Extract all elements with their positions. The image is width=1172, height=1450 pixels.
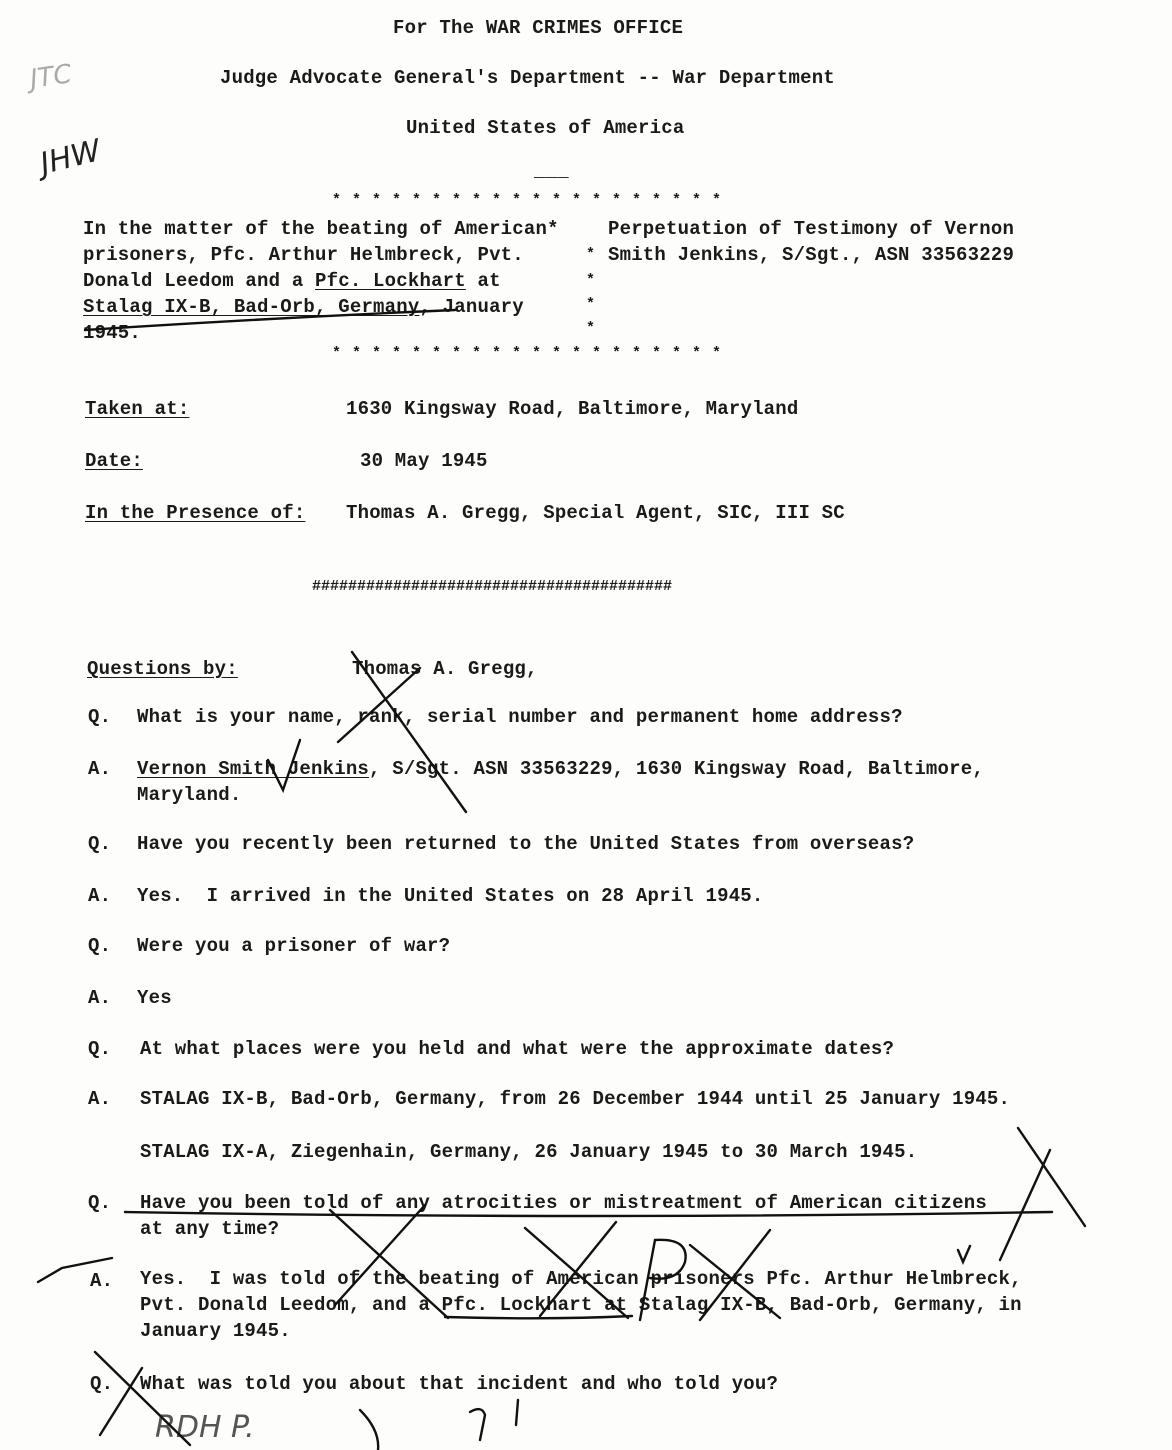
hash-separator: ######################################## [312,578,673,595]
q-tag: Q. [88,833,112,855]
answer-text: Pvt. Donald Leedom, and a Pfc. Lockhart at Stalag IX-B, Bad-Orb, Germany, in [140,1294,1022,1316]
a-tag: A. [88,987,112,1009]
underline-mark [445,1316,632,1318]
cross-mark [335,1205,425,1305]
q-tag: Q. [88,1192,112,1214]
answer-text: Yes. I arrived in the United States on 28 April 1945. [137,885,764,907]
answer-text: January 1945. [140,1320,291,1342]
a-tag: A. [90,1270,114,1292]
answer-name: Vernon Smith Jenkins [137,758,370,780]
perpetuation-line-2: Smith Jenkins, S/Sgt., ASN 33563229 [608,244,1015,266]
q-tag: Q. [90,1373,114,1395]
header-rule: ___ [534,160,569,182]
a-tag: A. [88,758,112,780]
divider-star: * [586,296,596,313]
answer-text: STALAG IX-B, Bad-Orb, Germany, from 26 December 1944 until 25 January 1945. [140,1088,1011,1110]
handwritten-initials: JHW [36,133,105,182]
faint-initials: JTC [28,59,74,95]
question-text: Have you been told of any atrocities or mistreatment of American citizens [140,1192,987,1214]
questions-by-label: Questions by: [87,658,238,680]
question-text: Have you recently been returned to the United States from overseas? [137,833,915,855]
matter-line-2: prisoners, Pfc. Arthur Helmbreck, Pvt. [83,244,524,266]
answer-text: Yes [137,987,172,1009]
a-tag: A. [88,885,112,907]
q-tag: Q. [88,935,112,957]
stray-mark [360,1410,378,1450]
answer-text: STALAG IX-A, Ziegenhain, Germany, 26 January 1945 to 30 March 1945. [140,1141,918,1163]
stray-mark [470,1409,485,1440]
country-line: United States of America [406,117,685,139]
matter-line-4: Stalag IX-B, Bad-Orb, Germany, January [83,296,524,318]
question-text: What was told you about that incident and who told you? [140,1373,779,1395]
answer-text: Maryland. [137,784,242,806]
date-value: 30 May 1945 [360,450,488,472]
taken-at-value: 1630 Kingsway Road, Baltimore, Maryland [346,398,799,420]
questions-by-value: Thomas A. Gregg, [352,658,538,680]
matter-line-1: In the matter of the beating of American* [83,218,559,240]
cross-mark [1000,1150,1050,1260]
presence-label: In the Presence of: [85,502,306,524]
q-tag: Q. [88,1038,112,1060]
divider-star: * [586,246,596,263]
answer-text: Vernon Smith Jenkins, S/Sgt. ASN 33563229, 1630 Kingsway Road, Baltimore, [137,758,984,780]
stray-mark [516,1400,518,1425]
cross-mark [1018,1128,1085,1226]
perpetuation-line-1: Perpetuation of Testimony of Vernon [608,218,1015,240]
divider-star: * [586,272,596,289]
caption-star-row-top: * * * * * * * * * * * * * * * * * * * * [332,192,723,209]
divider-star: * [586,320,596,337]
check-mark [958,1246,970,1262]
bottom-handwritten-note: RDH P. [155,1410,255,1445]
matter-line-5: 1945. [83,322,142,344]
a-tag: A. [88,1088,112,1110]
caption-star-row-bottom: * * * * * * * * * * * * * * * * * * * * [332,345,723,362]
taken-at-label: Taken at: [85,398,190,420]
question-text: Were you a prisoner of war? [137,935,451,957]
office-title: For The WAR CRIMES OFFICE [393,17,684,39]
question-text: at any time? [140,1218,280,1240]
department-line: Judge Advocate General's Department -- War Department [220,67,835,89]
question-text: At what places were you held and what were the approximate dates? [140,1038,895,1060]
answer-text: Yes. I was told of the beating of American prisoners Pfc. Arthur Helmbreck, [140,1268,1022,1290]
question-text: What is your name, rank, serial number and permanent home address? [137,706,903,728]
matter-line-3: Donald Leedom and a Pfc. Lockhart at [83,270,501,292]
q-tag: Q. [88,706,112,728]
date-label: Date: [85,450,144,472]
presence-value: Thomas A. Gregg, Special Agent, SIC, III SC [346,502,845,524]
